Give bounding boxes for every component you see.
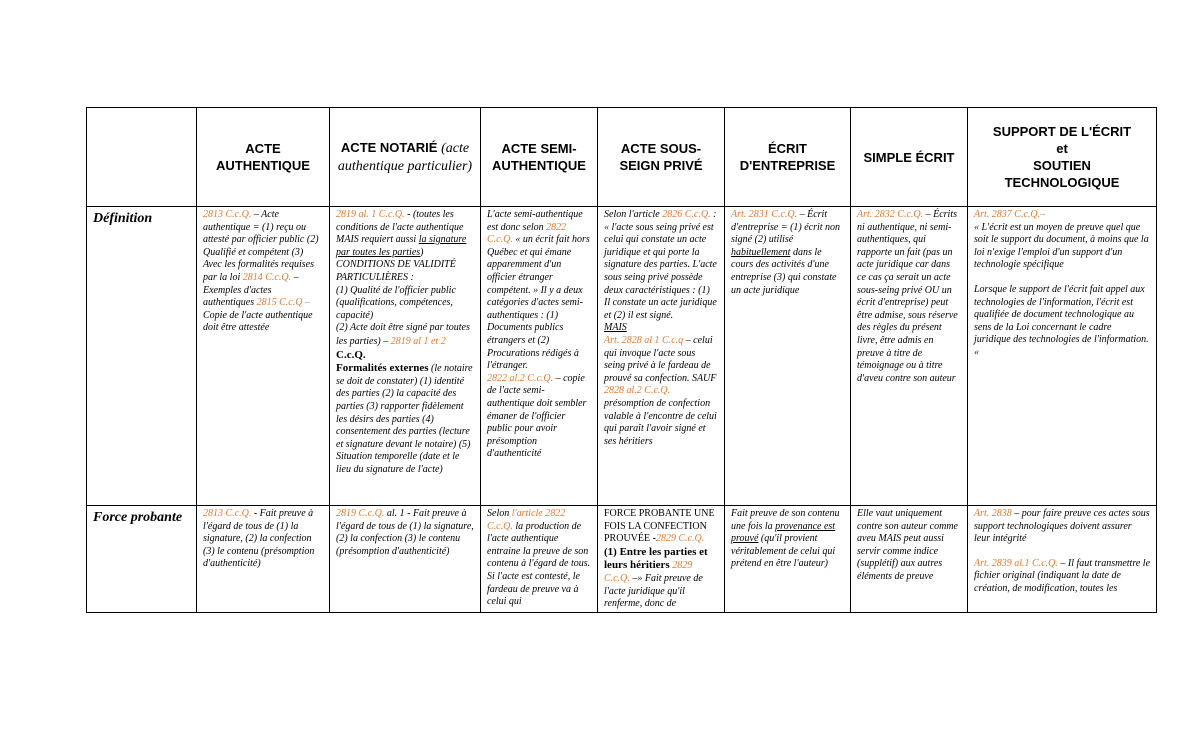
header-row — [87, 108, 1157, 207]
underlined-text: MAIS — [604, 322, 627, 334]
cell-text: « L'écrit est un moyen de preuve quel que soit le support du document, à moins que la loi n'exige l'emploi d'un support d'un technologie spécifique — [974, 221, 1149, 271]
cell-text: – Écrits ni authentique, ni semi-authentiques, qui rapporte un fait (pas un acte juridique car dans ce cas ça serait un acte sous-seing privé OU un écrit d'entreprise) peut être admise, sous réserve des règles du présent livre, être admis en preuve à titre de témoignage ou à titre d'aveu contre son auteur — [857, 209, 958, 384]
article-reference: 2819 C.c.Q. — [336, 508, 385, 519]
definition-simple-ecrit — [851, 207, 968, 506]
force-ecrit-entreprise — [725, 506, 851, 613]
article-reference: 2815 C.c.Q – — [256, 297, 310, 309]
cell-text: Lorsque le support de l'écrit fait appel aux technologies de l'information, l'écrit est qualifiée de document technologique au sens de la Loi concernant le cadre juridique des technologies de l'information. « — [974, 283, 1149, 358]
cell-text: - (toutes les conditions de l'acte authentique MAIS requiert aussi — [336, 209, 464, 246]
header-ecrit-entreprise: ÉCRIT D'ENTREPRISE — [725, 108, 851, 207]
cell-text: (2) Acte doit être signé par toutes les parties) – — [336, 322, 470, 347]
cell-text: –» Fait preuve de l'acte juridique qu'il renferme, donc de — [604, 572, 703, 610]
header-acte-notarie-main: ACTE NOTARIÉ — [340, 140, 438, 155]
law-comparison-table — [86, 107, 1157, 613]
cell-text: Elle vaut uniquement contre son auteur comme aveu MAIS peut aussi servir comme indice (supplétif) aux autres éléments de preuve — [857, 508, 958, 582]
header-acte-notarie — [330, 108, 481, 207]
article-reference: 2822 C.c.Q. — [487, 221, 567, 246]
corner-cell — [87, 108, 197, 207]
cell-text: L'acte semi-authentique est donc selon — [487, 209, 583, 233]
cell-text: – Écrit d'entreprise = (1) écrit non signé (2) utilisé — [731, 209, 841, 246]
header-acte-authentique: ACTE AUTHENTIQUE — [197, 108, 330, 207]
header-support-ecrit: SUPPORT DE L'ÉCRIT et SOUTIEN TECHNOLOGIQUE — [968, 108, 1157, 207]
cell-text: dans le cours des activités d'une entreprise (3) qui constate un acte juridique — [731, 246, 837, 296]
bold-text: Formalités externes — [336, 362, 429, 375]
article-reference: 2822 al.2 C.c.Q. — [487, 372, 554, 384]
force-support-ecrit — [968, 506, 1157, 613]
force-simple-ecrit — [851, 506, 968, 613]
definition-acte-sous-seing-prive — [598, 207, 725, 506]
article-reference: 2819 al 1 et 2 — [390, 335, 446, 347]
definition-ecrit-entreprise — [725, 207, 851, 506]
article-reference: Art. 2837 C.c.Q.– — [974, 209, 1046, 220]
cell-text: ) — [420, 246, 424, 258]
cell-text: Copie de l'acte authentique doit être attestée — [203, 309, 313, 334]
article-reference: 2813 C.c.Q. — [203, 508, 252, 519]
cell-text: – celui qui invoque l'acte sous seing privé à le fardeau de prouvé sa confection. SAUF — [604, 334, 717, 384]
cell-text: - Fait preuve à l'égard de tous de (1) la signature, (2) la confection (3) le contenu (présomption d'authenticité) — [203, 508, 315, 570]
cell-text: (1) Qualité de l'officier public (qualifications, compétences, capacité) — [336, 284, 456, 321]
cell-text: Selon — [487, 508, 512, 519]
row-label-definition: Définition — [87, 207, 197, 506]
force-acte-authentique — [197, 506, 330, 613]
cell-text: – Exemples d'actes authentiques — [203, 271, 299, 309]
definition-acte-authentique — [197, 207, 330, 506]
cell-text: la production de l'acte authentique entraine la preuve de son contenu à l'égard de tous. Si l'acte est contesté, le fardeau de preuve va à celui qui — [487, 520, 591, 608]
cell-text: al. 1 - Fait preuve à l'égard de tous de (1) la signature, (2) la confection (3) le contenu (présomption d'authenticité) — [336, 508, 474, 557]
article-reference: 2819 al. 1 C.c.Q. — [336, 209, 405, 220]
article-reference: 2814 C.c.Q. — [242, 271, 292, 283]
header-simple-ecrit: SIMPLE ÉCRIT — [851, 108, 968, 207]
definition-row — [87, 207, 1157, 506]
header-acte-notarie-sub: (acte authentique particulier) — [337, 141, 473, 174]
header-acte-sous-seing-prive: ACTE SOUS-SEIGN PRIVÉ — [598, 108, 725, 207]
cell-text: (le notaire se doit de constater) (1) identité des parties (2) la capacité des parties (3) rapporter fidèlement les désirs des parties (4) consentement des parties (lecture et signature devant le notaire) (5) Situation temporelle (date et le lieu du signature de l'acte) — [336, 363, 473, 475]
cell-text: présomption de confection valable à l'encontre de celui qui paraît l'avoir signé et ses héritiers — [604, 397, 717, 447]
force-probante-row — [87, 506, 1157, 613]
underlined-text: la signature par toutes les parties — [336, 234, 467, 258]
cell-text: – copie de l'acte semi-authentique doit sembler émaner de l'officier public pour avoir présomption d'authenticité — [487, 372, 587, 460]
header-acte-semi-authentique: ACTE SEMI-AUTHENTIQUE — [481, 108, 598, 207]
cell-text: – Il faut transmettre le fichier original (indiquant la date de création, de modification, toutes les — [974, 557, 1151, 594]
force-acte-semi-authentique — [481, 506, 598, 613]
article-reference: Art. 2832 C.c.Q. — [857, 209, 924, 220]
article-reference: 2813 C.c.Q. — [203, 209, 252, 220]
row-label-force-probante: Force probante — [87, 506, 197, 613]
article-reference: 2829 C.c.Q. — [655, 533, 705, 545]
bold-text: C.c.Q. — [336, 348, 366, 361]
article-reference: Art. 2839 al.1 C.c.Q. — [974, 557, 1058, 569]
cell-text: Fait preuve de son contenu une fois la — [731, 508, 840, 532]
article-reference: 2826 C.c.Q. — [662, 209, 711, 220]
cell-text: (qu'il provient véritablement de celui qui prétend en être l'auteur) — [731, 533, 836, 570]
force-acte-notarie — [330, 506, 481, 613]
underlined-text: provenance est prouvé — [731, 520, 836, 545]
cell-text: : « l'acte sous seing privé est celui qui constate un acte juridique et qui porte la signature des parties. L'acte sous seing privé possède deux caractéristiques : (1) Il constate un acte juridique et (2) il est signé. — [604, 209, 717, 321]
article-reference: Art. 2838 — [974, 508, 1012, 519]
cell-text: – Acte authentique = (1) reçu ou attesté par officier public (2) Qualifié et compétent (3) Avec les formalités requises par la loi — [203, 209, 319, 283]
definition-support-ecrit — [968, 207, 1157, 506]
force-acte-sous-seing-prive — [598, 506, 725, 613]
cell-text: CONDITIONS DE VALIDITÉ PARTICULIÈRES : — [336, 259, 456, 283]
cell-text: Selon l'article — [604, 209, 663, 220]
bold-text: (1) Entre les parties et leurs héritiers — [604, 545, 708, 572]
underlined-text: habituellement — [731, 246, 791, 258]
article-reference: 2828 al.2 C.c.Q. — [604, 385, 671, 397]
cell-text: – pour faire preuve ces actes sous support technologiques doivent assurer leur intégrité — [974, 508, 1150, 545]
definition-acte-semi-authentique — [481, 207, 598, 506]
article-reference: 2829 C.c.Q. — [604, 560, 693, 584]
plain-text: FORCE PROBANTE UNE FOIS LA CONFECTION PROUVÉE - — [604, 508, 715, 545]
article-reference: Art. 2828 al 1 C.c.q — [604, 334, 684, 346]
definition-acte-notarie — [330, 207, 481, 506]
article-reference: l'article 2822 C.c.Q. — [487, 508, 566, 532]
article-reference: Art. 2831 C.c.Q. — [731, 209, 798, 220]
cell-text: « un écrit fait hors Québec et qui émane apparemment d'un officier étranger compétent. » Il y a deux catégories d'actes semi-authentiques : (1) Documents publics étrangers et (2) Procurations rédigés à l'étranger. — [487, 234, 590, 372]
